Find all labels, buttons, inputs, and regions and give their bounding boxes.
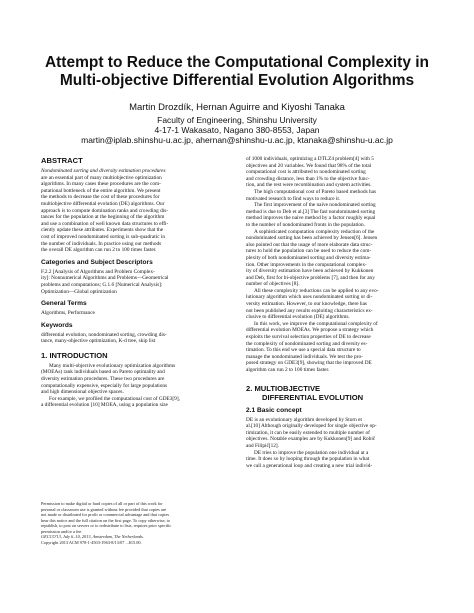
section-2-heading-line-1: 2. MULTIOBJECTIVE [246,383,321,393]
body-line: time. It does so by looping through the population in what [246,456,370,463]
body-line: method improves the naive method by a factor roughly equal [246,215,376,222]
body-line: clusive to differential evolution (DE) algorithms. [246,314,350,321]
body-line: to the number of nondominated fronts in the population. [246,221,366,228]
abstract-line: the overall DE algorithm can run 2 to 100 times faster. [41,247,157,254]
section-2-heading [246,384,432,402]
abstract-line: cost of improved nondominated sorting is sub-quadratic in [41,233,166,240]
body-line: tion, and the rest were recombination and system activities. [246,182,372,189]
body-line: algorithm can run 2 to 100 times faster. [246,367,330,373]
intro-line: (MOEAs) rank individuals based on Pareto optimality and [41,369,165,376]
body-line: nondominated sorting has been achieved by Jensen[6]. Jensen [246,235,378,242]
introduction-text [41,363,227,409]
categories-line: Optimization—Global optimization [41,288,117,295]
abstract-heading: ABSTRACT [41,156,83,165]
copyright-footnote [41,501,227,545]
footnote-line: Permission to make digital or hard copies of all or part of this work for [41,501,163,506]
keywords-text [41,332,227,345]
intro-continued-text [246,156,432,374]
body-line: al.[10] Although originally developed for single objective op- [246,423,377,430]
body-line: The first improvement of the naive nondominated sorting [254,202,376,209]
left-column [41,156,227,409]
affiliation-line-2: 4-17-1 Wakasato, Nagano 380-8553, Japan [154,125,320,135]
body-line: timization, it can be easily extended to multiple number of [246,429,370,436]
intro-line: For example, we profiled the computational cost of GDE3[9], [49,395,180,402]
body-line: also pointed out that the usage of more elaborate data struc- [246,241,373,248]
body-line: of 1000 individuals, optimizing a DTLZ4 problem[4] with 5 [246,156,374,162]
abstract-line: are an essential part of many multiobjective optimization [41,174,162,181]
body-line: The high computational cost of Pareto based methods has [254,188,377,195]
footnote-line: GECCO'13, July 6–10, 2013, Amsterdam, The Netherlands. [41,534,144,539]
body-line: we call a generational loop and creating a new trial individ- [246,462,373,469]
body-line: DE tries to improve the population one individual at a [254,449,369,456]
intro-line: computationally expensive, especially for large populations [41,382,168,389]
footnote-line: not made or distributed for profit or commercial advantage and that copies [41,512,170,517]
body-line: objectives. Notable examples are by Kukkonen[9] and Robič [246,436,376,443]
body-line: differential evolution MOEAs. We propose a strategy which [246,327,374,334]
body-line: tures to hold the population can be used to reduce the com- [246,248,372,255]
body-line: and Deb, first for bi-objective problems [7], and then for any [246,274,375,281]
abstract-line: multiobjective differential evolution (DE) algorithms. Our [41,200,165,207]
body-line: tion. Other improvements in the computational complex- [246,261,367,268]
footnote-line: bear this notice and the full citation on the first page. To copy otherwise, to [41,517,170,523]
body-line: manage the nondominated individuals. We test the pro- [246,353,363,360]
categories-line: ity]: Nonnumerical Algorithms and Problems—Geometrical [41,275,169,282]
author-block [0,102,474,145]
body-line: posed strategy on GDE3[9], showing that the improved DE [246,360,372,367]
body-line: number of objectives [8]. [246,281,300,288]
author-emails: martin@iplab.shinshu-u.ac.jp, ahernan@shinshu-u.ac.jp, ktanaka@shinshu-u.ac.jp [81,135,393,145]
abstract-line: approach is to compute domination ranks and crowding dis- [41,207,169,214]
basic-concept-text [246,417,432,470]
categories-heading: Categories and Subject Descriptors [41,258,153,266]
body-line: exploits the survival selection properties of DE to decrease [246,334,371,341]
body-line: In this work, we improve the computational complexity of [254,320,378,327]
body-line: DE is an evolutionary algorithm developed by Storn et [246,416,362,423]
title-line-2: Multi-objective Differential Evolution Algorithms [59,72,415,89]
abstract-line: the methods to decrease the cost of these procedures for [41,194,160,201]
introduction-heading: 1. INTRODUCTION [41,350,108,360]
section-2-heading-line-2: DIFFERENTIAL EVOLUTION [262,392,364,402]
abstract-line: tances for the population at the beginning of the algorithm [41,214,165,221]
body-line: computational cost is attributed to nondominated sorting [246,169,366,176]
footnote-line: personal or classroom use is granted without fee provided that copies are [41,506,167,512]
right-column [246,156,432,469]
author-names: Martin Drozdík, Hernan Aguirre and Kiyoshi Tanaka [129,102,345,113]
categories-text [41,269,227,295]
intro-line: and high dimensional objective spaces. [41,389,124,396]
footnote-line: republish, to post on servers or to redistribute to lists, requires prior specific [41,523,172,528]
footnote-line: permission and/or a fee. [41,528,83,534]
abstract-line: putational bottleneck of the entire algorithm. We present [41,187,161,194]
title-line-1: Attempt to Reduce the Computational Complexity in [44,54,430,71]
body-line: objectives and 20 variables. We found that 98% of the total [246,162,372,169]
subsection-2-1-heading: 2.1 Basic concept [246,406,302,414]
body-line: versity estimation. However, to our knowledge, there has [246,301,367,308]
keywords-line: tance, many-objective optimization, K-d tree, skip list [41,338,156,345]
general-terms-heading: General Terms [41,300,87,308]
body-line: timation. To this end we use a special data structure to [246,347,361,354]
paper-title [0,54,474,90]
intro-line: a differential evolution [10] MOEA, using a population size [41,402,168,409]
body-line: the complexity of nondominated sorting and diversity es- [246,340,368,347]
keywords-heading: Keywords [41,321,73,329]
abstract-line: and use a combination of well known data structures to effi- [41,220,169,227]
intro-line: diversity estimation procedures. These two procedures are [41,376,165,383]
body-line: and Filipič[12]. [246,442,279,449]
intro-line: Many multi-objective evolutionary optimization algorithms [49,362,176,369]
body-line: lutionary algorithm which uses nondominated sorting or di- [246,294,373,301]
keywords-line: differential evolution, nondominated sorting, crowding dis- [41,331,167,338]
categories-line: problems and computations; G.1.6 [Numerical Analysis]: [41,281,163,288]
abstract-line: ciently update these attributes. Experiments show that the [41,227,164,234]
body-line: not been published any results exploiting characteristics ex- [246,307,373,314]
abstract-text [41,168,227,254]
body-line: and crowding distance, less than 1% to the objective func- [246,175,370,182]
body-line: A sophisticated computation complexity reduction of the [254,228,375,235]
categories-line: F.2.2 [Analysis of Algorithms and Problem Complex- [41,268,155,275]
body-line: ity of diversity estimation have been achieved by Kukkonen [246,268,374,275]
footnote-line: Copyright 2013 ACM 978-1-4503-1963-8/13/07 ...$15.00. [41,539,142,545]
body-line: method is due to Deb et al.[3] The fast nondominated sorting [246,208,376,215]
abstract-line: the number of individuals. In practice using our methods [41,240,162,247]
body-line: motivated research to find ways to reduce it. [246,195,341,202]
abstract-line: algorithms. In many cases these procedures are the com- [41,181,161,188]
affiliation-line-1: Faculty of Engineering, Shinshu University [157,115,317,125]
abstract-line: Nondominated sorting and diversity estimation procedures [41,168,166,174]
body-line: plexity of both nondominated sorting and diversity estima- [246,254,371,261]
body-line: All these complexity reductions can be applied to any evo- [254,287,379,294]
general-terms-text: Algorithms, Performance [41,310,95,317]
